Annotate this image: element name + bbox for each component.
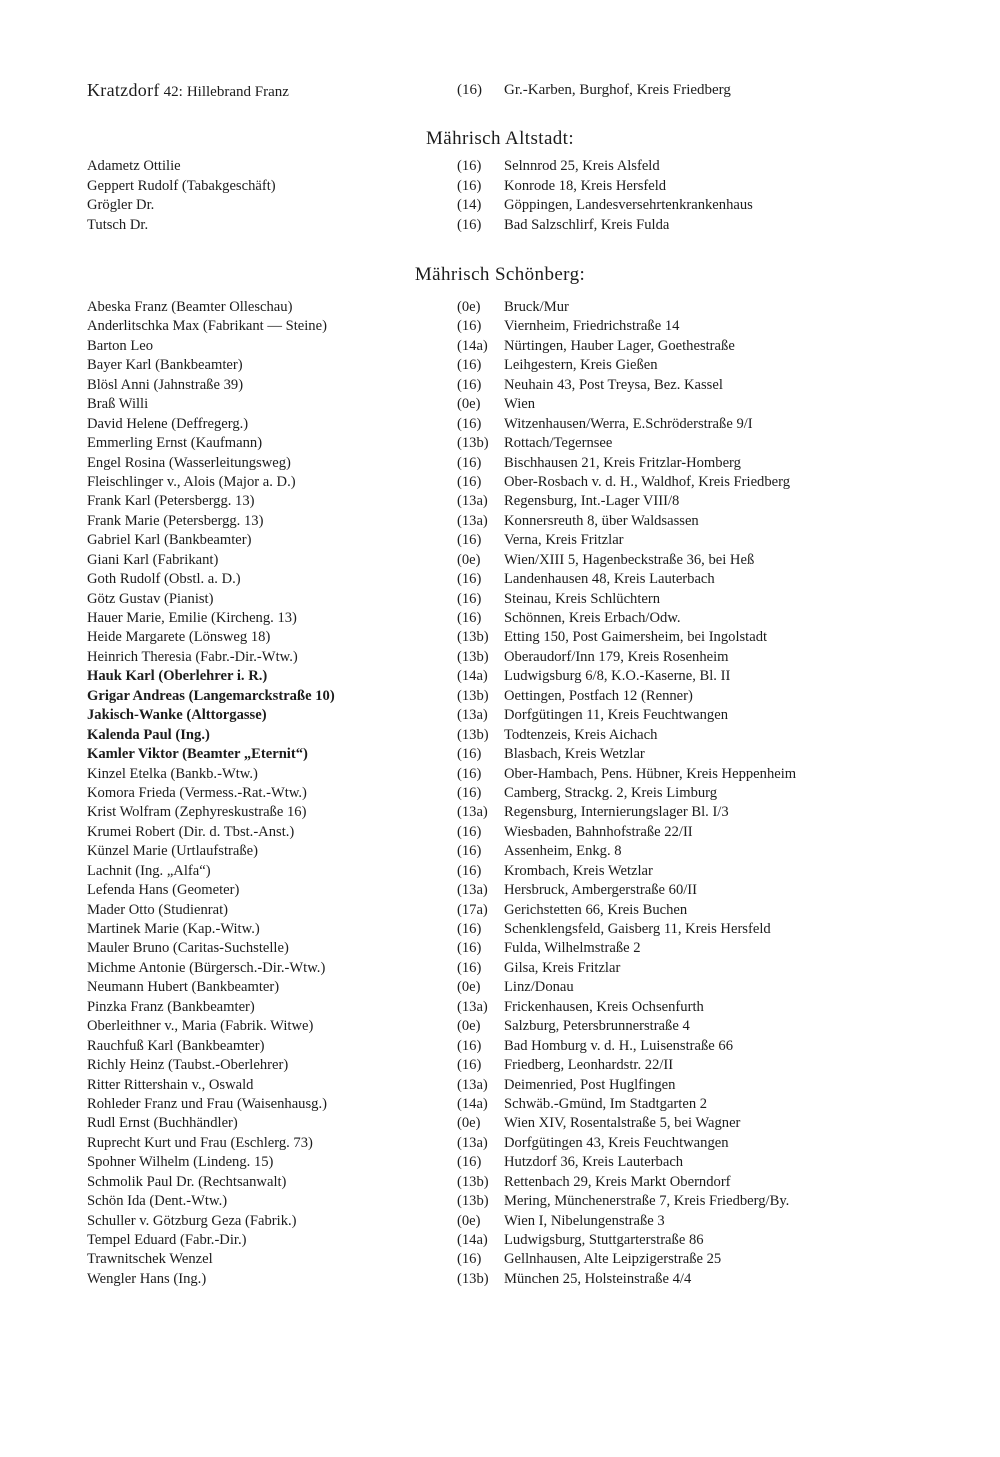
- entry-code: (13a): [457, 707, 488, 724]
- entry-code: (16): [457, 357, 482, 374]
- entry-address: Oettingen, Postfach 12 (Renner): [504, 687, 693, 704]
- entry-address: Steinau, Kreis Schlüchtern: [504, 590, 661, 607]
- entry-address: Selnnrod 25, Kreis Alsfeld: [504, 158, 660, 174]
- entry-code: (13b): [457, 435, 489, 452]
- entry-name: Trawnitschek Wenzel: [87, 1251, 213, 1268]
- section-heading-altstadt: Mährisch Altstadt:: [425, 128, 575, 149]
- entry-address: Mering, Münchenerstraße 7, Kreis Friedberg/By.: [504, 1193, 790, 1210]
- entry-name: Heinrich Theresia (Fabr.-Dir.-Wtw.): [87, 648, 298, 665]
- entry-row: [87, 570, 987, 589]
- entry-name: Grigar Andreas (Langemarckstraße 10): [87, 687, 335, 704]
- entry-row: [87, 356, 987, 375]
- entry-row: [87, 1056, 987, 1075]
- entry-address: Bischhausen 21, Kreis Fritzlar-Homberg: [504, 454, 741, 471]
- entry-name: Schmolik Paul Dr. (Rechtsanwalt): [87, 1173, 287, 1190]
- entry-code: (13b): [457, 726, 489, 743]
- entry-code: (16): [457, 216, 482, 233]
- entry-address: Wien: [504, 396, 536, 413]
- entry-code: (16): [457, 415, 482, 432]
- entry-code: (16): [457, 318, 482, 335]
- entry-row: [87, 978, 987, 997]
- entry-code: (16): [457, 940, 482, 957]
- entry-row: [87, 590, 987, 609]
- entry-address: Bruck/Mur: [504, 299, 569, 315]
- entry-code: (16): [457, 376, 482, 393]
- entry-code: (14): [457, 197, 482, 214]
- entry-address: Bad Homburg v. d. H., Luisenstraße 66: [504, 1037, 734, 1054]
- entry-code: (13b): [457, 1193, 489, 1210]
- entry-name: Ritter Rittershain v., Oswald: [87, 1076, 254, 1093]
- entry-code: (0e): [457, 1018, 481, 1035]
- entry-code: (13a): [457, 493, 488, 510]
- entry-code: (0e): [457, 1212, 481, 1229]
- entry-address: Gerichstetten 66, Kreis Buchen: [504, 901, 688, 918]
- entry-row: [87, 1076, 987, 1095]
- entry-name: Götz Gustav (Pianist): [87, 590, 214, 607]
- entry-code: (16): [457, 610, 482, 626]
- entry-code: (14a): [457, 1095, 488, 1112]
- entry-name: Goth Rudolf (Obstl. a. D.): [87, 571, 241, 588]
- entry-code: (13a): [457, 804, 488, 821]
- entry-address: Ludwigsburg 6/8, K.O.-Kaserne, Bl. II: [504, 668, 731, 685]
- entry-row: [87, 1037, 987, 1056]
- entry-address: Frickenhausen, Kreis Ochsenfurth: [504, 998, 704, 1015]
- entry-address: Fulda, Wilhelmstraße 2: [504, 940, 641, 957]
- entry-name: Frank Karl (Petersbergg. 13): [87, 493, 255, 510]
- entry-code: (16): [457, 1251, 482, 1268]
- section-altstadt: [87, 157, 987, 235]
- entry-code: (16): [457, 1154, 482, 1171]
- entry-row: [87, 177, 987, 197]
- entry-name: Gabriel Karl (Bankbeamter): [87, 532, 252, 549]
- entry-code: (16): [457, 158, 482, 174]
- entry-address: Friedberg, Leonhardstr. 22/II: [504, 1057, 674, 1074]
- entry-name: Geppert Rudolf (Tabakgeschäft): [87, 177, 276, 194]
- entry-name: Anderlitschka Max (Fabrikant — Steine): [87, 318, 327, 335]
- entry-name: Barton Leo: [87, 337, 154, 354]
- entry-row: [87, 1173, 987, 1192]
- entry-address: Schönnen, Kreis Erbach/Odw.: [504, 610, 681, 626]
- entry-code: (17a): [457, 901, 488, 918]
- entry-name: Bayer Karl (Bankbeamter): [87, 357, 243, 374]
- entry-name: Neumann Hubert (Bankbeamter): [87, 979, 280, 996]
- entry-row: [87, 1134, 987, 1153]
- entry-address: Viernheim, Friedrichstraße 14: [504, 318, 680, 335]
- entry-address: Ludwigsburg, Stuttgarterstraße 86: [504, 1232, 704, 1248]
- entry-code: (16): [457, 921, 482, 937]
- entry-code: (13b): [457, 687, 489, 704]
- entry-address: Assenheim, Enkg. 8: [504, 843, 622, 860]
- entry-name: Fleischlinger v., Alois (Major a. D.): [87, 473, 296, 490]
- entry-name: Kalenda Paul (Ing.): [87, 726, 210, 743]
- entry-row: [87, 609, 987, 628]
- entry-code: (0e): [457, 299, 481, 315]
- entry-row: [87, 706, 987, 725]
- top-code: (16): [457, 82, 482, 98]
- entry-name: Mauler Bruno (Caritas-Suchstelle): [87, 940, 289, 957]
- entry-address: Rottach/Tegernsee: [504, 435, 613, 452]
- entry-address: Göppingen, Landesversehrtenkrankenhaus: [504, 197, 753, 214]
- entry-code: (13a): [457, 1076, 488, 1093]
- entry-name: Wengler Hans (Ing.): [87, 1270, 207, 1287]
- entry-address: Witzenhausen/Werra, E.Schröderstraße 9/I: [504, 415, 753, 432]
- entry-address: Konrode 18, Kreis Hersfeld: [504, 177, 667, 194]
- entry-address: Wien/XIII 5, Hagenbeckstraße 36, bei Heß: [504, 551, 755, 568]
- entry-code: (14a): [457, 668, 488, 685]
- entry-name: Lachnit (Ing. „Alfa“): [87, 862, 211, 879]
- entry-code: (13a): [457, 1134, 488, 1151]
- entry-address: Etting 150, Post Gaimersheim, bei Ingolstadt: [504, 629, 768, 646]
- entry-name: Blösl Anni (Jahnstraße 39): [87, 376, 244, 393]
- entry-address: Todtenzeis, Kreis Aichach: [504, 726, 658, 743]
- entry-code: (16): [457, 1057, 482, 1074]
- entry-code: (14a): [457, 337, 488, 354]
- entry-code: (13b): [457, 1173, 489, 1190]
- entry-name: Schuller v. Götzburg Geza (Fabrik.): [87, 1212, 297, 1229]
- top-name: Hillebrand Franz: [186, 84, 289, 100]
- entry-name: Martinek Marie (Kap.-Witw.): [87, 921, 260, 937]
- entry-code: (16): [457, 959, 482, 976]
- entry-row: [87, 434, 987, 453]
- top-entry: [87, 80, 1000, 100]
- entry-address: Neuhain 43, Post Treysa, Bez. Kassel: [504, 376, 723, 393]
- entry-address: Linz/Donau: [504, 979, 574, 996]
- entry-row: [87, 1153, 987, 1172]
- entry-name: Hauk Karl (Oberlehrer i. R.): [87, 668, 268, 685]
- entry-row: [87, 337, 987, 356]
- entry-name: Künzel Marie (Urtlaufstraße): [87, 843, 258, 860]
- entry-name: Michme Antonie (Bürgersch.-Dir.-Wtw.): [87, 959, 326, 976]
- entry-row: [87, 920, 987, 939]
- entry-name: Heide Margarete (Lönsweg 18): [87, 629, 271, 646]
- entry-row: [87, 454, 987, 473]
- entry-row: [87, 687, 987, 706]
- entry-address: Verna, Kreis Fritzlar: [504, 532, 624, 549]
- entry-row: [87, 473, 987, 492]
- entry-code: (13b): [457, 629, 489, 646]
- entry-name: Engel Rosina (Wasserleitungsweg): [87, 454, 291, 471]
- entry-name: Tutsch Dr.: [87, 216, 149, 233]
- entry-address: Gilsa, Kreis Fritzlar: [504, 959, 621, 976]
- entry-name: Richly Heinz (Taubst.-Oberlehrer): [87, 1057, 289, 1074]
- entry-code: (16): [457, 784, 482, 801]
- entry-name: Rudl Ernst (Buchhändler): [87, 1115, 238, 1132]
- entry-name: Braß Willi: [87, 396, 149, 413]
- entry-name: Adametz Ottilie: [87, 158, 181, 174]
- entry-row: [87, 784, 987, 803]
- entry-row: [87, 1212, 987, 1231]
- entry-row: [87, 803, 987, 822]
- entry-name: Ruprecht Kurt und Frau (Eschlerg. 73): [87, 1134, 313, 1151]
- entry-address: Schwäb.-Gmünd, Im Stadtgarten 2: [504, 1095, 708, 1112]
- entry-address: Hutzdorf 36, Kreis Lauterbach: [504, 1154, 684, 1171]
- entry-row: [87, 1114, 987, 1133]
- entry-address: Schenklengsfeld, Gaisberg 11, Kreis Hersfeld: [504, 921, 771, 937]
- entry-address: Blasbach, Kreis Wetzlar: [504, 746, 645, 763]
- entry-row: [87, 648, 987, 667]
- entry-row: [87, 551, 987, 570]
- entry-address: Krombach, Kreis Wetzlar: [504, 862, 653, 879]
- entry-row: [87, 376, 987, 395]
- entry-name: Frank Marie (Petersbergg. 13): [87, 512, 264, 529]
- entry-address: Ober-Rosbach v. d. H., Waldhof, Kreis Friedberg: [504, 473, 791, 490]
- entry-code: (13b): [457, 648, 489, 665]
- entry-code: (13a): [457, 998, 488, 1015]
- entry-row: [87, 196, 987, 216]
- entry-row: [87, 1270, 987, 1289]
- entry-name: Emmerling Ernst (Kaufmann): [87, 435, 263, 452]
- entry-name: Spohner Wilhelm (Lindeng. 15): [87, 1154, 274, 1171]
- entry-row: [87, 1231, 987, 1250]
- entry-code: (14a): [457, 1232, 488, 1248]
- entry-code: (16): [457, 862, 482, 879]
- top-place: Kratzdorf: [87, 80, 160, 100]
- entry-row: [87, 939, 987, 958]
- entry-name: Pinzka Franz (Bankbeamter): [87, 998, 255, 1015]
- section-schoenberg: [87, 298, 987, 1289]
- entry-name: Abeska Franz (Beamter Olleschau): [87, 299, 293, 315]
- entry-row: [87, 959, 987, 978]
- entry-code: (16): [457, 765, 482, 782]
- entry-name: Komora Frieda (Vermess.-Rat.-Wtw.): [87, 784, 307, 801]
- entry-name: Rohleder Franz und Frau (Waisenhausg.): [87, 1095, 327, 1112]
- entry-name: Tempel Eduard (Fabr.-Dir.): [87, 1232, 247, 1248]
- entry-code: (16): [457, 177, 482, 194]
- entry-address: Hersbruck, Ambergerstraße 60/II: [504, 882, 698, 899]
- entry-name: Grögler Dr.: [87, 197, 155, 214]
- entry-address: Landenhausen 48, Kreis Lauterbach: [504, 571, 715, 588]
- entry-address: München 25, Holsteinstraße 4/4: [504, 1270, 692, 1287]
- entry-row: [87, 395, 987, 414]
- entry-row: [87, 512, 987, 531]
- entry-row: [87, 531, 987, 550]
- top-address: Gr.-Karben, Burghof, Kreis Friedberg: [504, 82, 731, 98]
- entry-code: (16): [457, 746, 482, 763]
- entry-name: Giani Karl (Fabrikant): [87, 551, 219, 568]
- entry-row: [87, 998, 987, 1017]
- entry-name: Hauer Marie, Emilie (Kircheng. 13): [87, 610, 297, 626]
- entry-code: (0e): [457, 1115, 481, 1132]
- section-heading-schoenberg: Mährisch Schönberg:: [414, 264, 586, 285]
- entry-address: Camberg, Strackg. 2, Kreis Limburg: [504, 784, 718, 801]
- entry-row: [87, 726, 987, 745]
- entry-row: [87, 157, 987, 177]
- entry-row: [87, 765, 987, 784]
- entry-name: Kinzel Etelka (Bankb.-Wtw.): [87, 765, 258, 782]
- entry-code: (16): [457, 590, 482, 607]
- entry-name: Jakisch-Wanke (Alttorgasse): [87, 707, 267, 724]
- entry-address: Rettenbach 29, Kreis Markt Oberndorf: [504, 1173, 731, 1190]
- entry-address: Dorfgütingen 43, Kreis Feuchtwangen: [504, 1134, 729, 1151]
- entry-code: (13b): [457, 1270, 489, 1287]
- entry-name: David Helene (Deffregerg.): [87, 415, 249, 432]
- entry-address: Deimenried, Post Huglfingen: [504, 1076, 676, 1093]
- entry-address: Gellnhausen, Alte Leipzigerstraße 25: [504, 1251, 722, 1268]
- entry-address: Bad Salzschlirf, Kreis Fulda: [504, 216, 670, 233]
- entry-address: Ober-Hambach, Pens. Hübner, Kreis Heppenheim: [504, 765, 797, 782]
- entry-address: Regensburg, Int.-Lager VIII/8: [504, 493, 680, 510]
- entry-code: (16): [457, 571, 482, 588]
- entry-address: Salzburg, Petersbrunnerstraße 4: [504, 1018, 690, 1035]
- entry-name: Rauchfuß Karl (Bankbeamter): [87, 1037, 265, 1054]
- entry-address: Wien I, Nibelungenstraße 3: [504, 1212, 665, 1229]
- entry-code: (16): [457, 473, 482, 490]
- entry-row: [87, 492, 987, 511]
- entry-name: Krist Wolfram (Zephyreskustraße 16): [87, 804, 307, 821]
- entry-address: Leihgestern, Kreis Gießen: [504, 357, 658, 374]
- entry-code: (0e): [457, 396, 481, 413]
- entry-row: [87, 901, 987, 920]
- entry-row: [87, 298, 987, 317]
- entry-code: (13a): [457, 882, 488, 899]
- entry-address: Nürtingen, Hauber Lager, Goethestraße: [504, 337, 735, 354]
- top-number: 42:: [163, 84, 183, 100]
- entry-row: [87, 842, 987, 861]
- entry-code: (16): [457, 532, 482, 549]
- entry-row: [87, 415, 987, 434]
- entry-row: [87, 1017, 987, 1036]
- entry-row: [87, 1250, 987, 1269]
- entry-name: Kamler Viktor (Beamter „Eternit“): [87, 746, 308, 763]
- entry-row: [87, 1095, 987, 1114]
- entry-address: Konnersreuth 8, über Waldsassen: [504, 512, 699, 529]
- entry-row: [87, 317, 987, 336]
- entry-code: (16): [457, 823, 482, 840]
- entry-address: Dorfgütingen 11, Kreis Feuchtwangen: [504, 707, 728, 724]
- entry-row: [87, 745, 987, 764]
- entry-name: Schön Ida (Dent.-Wtw.): [87, 1193, 228, 1210]
- entry-row: [87, 667, 987, 686]
- entry-row: [87, 823, 987, 842]
- entry-name: Oberleithner v., Maria (Fabrik. Witwe): [87, 1018, 314, 1035]
- entry-row: [87, 881, 987, 900]
- entry-address: Wien XIV, Rosentalstraße 5, bei Wagner: [504, 1115, 741, 1132]
- entry-name: Mader Otto (Studienrat): [87, 901, 229, 918]
- entry-row: [87, 862, 987, 881]
- entry-address: Oberaudorf/Inn 179, Kreis Rosenheim: [504, 648, 729, 665]
- entry-code: (13a): [457, 512, 488, 529]
- entry-name: Lefenda Hans (Geometer): [87, 882, 240, 899]
- entry-code: (16): [457, 1037, 482, 1054]
- entry-code: (16): [457, 454, 482, 471]
- entry-code: (16): [457, 843, 482, 860]
- entry-name: Krumei Robert (Dir. d. Tbst.-Anst.): [87, 823, 295, 840]
- entry-address: Regensburg, Internierungslager Bl. I/3: [504, 804, 729, 821]
- entry-code: (0e): [457, 979, 481, 996]
- entry-code: (0e): [457, 551, 481, 568]
- entry-address: Wiesbaden, Bahnhofstraße 22/II: [504, 823, 693, 840]
- entry-row: [87, 1192, 987, 1211]
- entry-row: [87, 628, 987, 647]
- entry-row: [87, 216, 987, 236]
